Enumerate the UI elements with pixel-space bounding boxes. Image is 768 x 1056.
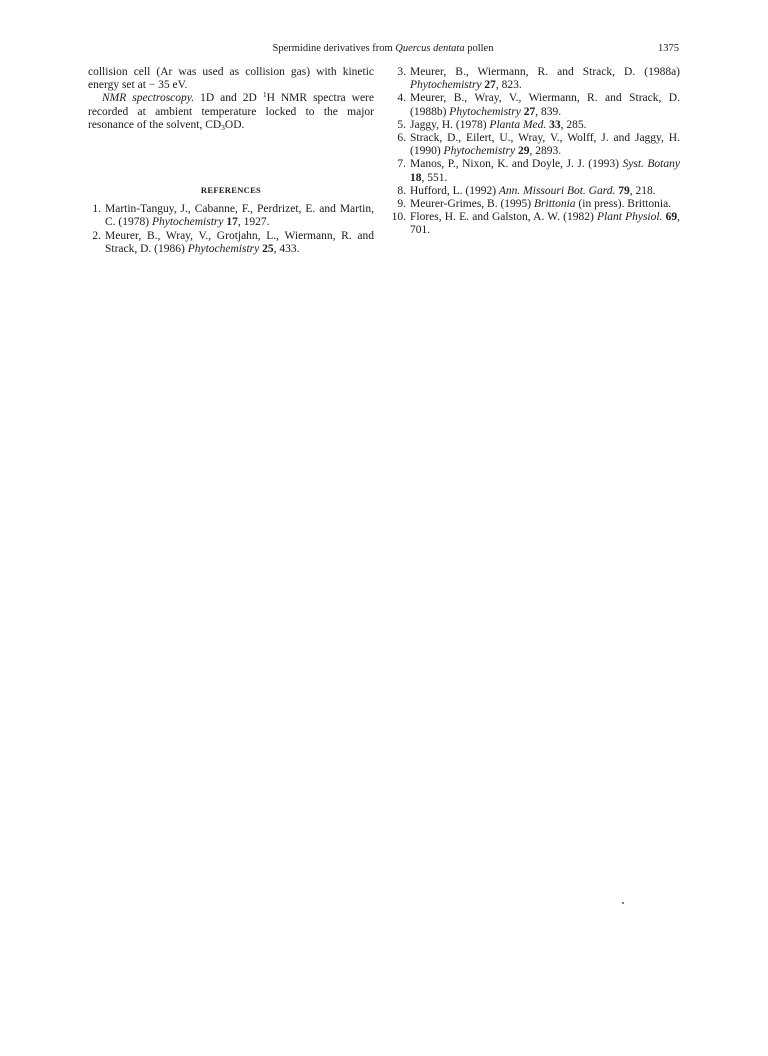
reference-pages: , 701. [410,211,680,237]
reference-journal: Phytochemistry [187,242,260,255]
reference-volume: 17 [226,216,238,229]
reference-volume: 29 [517,145,530,158]
reference-text: Meurer-Grimes, B. (1995) [410,198,535,211]
reference-volume: 27 [484,79,496,92]
reference-text: Flores, H. E. and Galston, A. W. (1982) [410,211,597,224]
reference-pages: (in press). Brittonia. [575,198,672,211]
reference-text: Strack, D., Eilert, U., Wray, V., Wolff, J. and Jaggy, H. (1990) [410,132,680,158]
reference-journal: Phytochemistry [151,216,224,229]
reference-item [393,92,680,118]
reference-number: 1. [92,203,101,216]
reference-journal: Brittonia [534,198,576,211]
reference-volume: 79 [618,184,630,197]
reference-item [88,203,374,229]
left-column [88,66,374,256]
nmr-subscript: 3 [221,122,225,132]
nmr-text-a: 1D and 2D [194,92,263,105]
nmr-superscript: 1 [262,90,267,100]
reference-journal: Phytochemistry [410,79,482,92]
reference-journal: Phytochemistry [443,145,516,158]
reference-volume: 27 [523,105,536,118]
reference-journal: Syst. Botany [622,158,680,171]
reference-item [88,230,374,256]
nmr-text-c: OD. [224,118,245,131]
reference-journal: Phytochemistry [449,105,521,118]
reference-text: Meurer, B., Wiermann, R. and Strack, D. (1988a) [410,66,680,78]
reference-number: 10. [391,211,406,224]
page-number: 1375 [658,43,679,54]
reference-pages: , 551. [421,171,448,184]
references-heading: REFERENCES [200,185,262,196]
title-suffix: pollen [464,43,494,54]
running-header [87,43,679,57]
reference-text: Jaggy, H. (1978) [410,118,490,131]
title-prefix: Spermidine derivatives from [272,43,396,54]
reference-volume: 69 [665,211,678,224]
title-species: Quercus dentata [395,43,465,54]
reference-item [393,132,680,158]
reference-number: 8. [397,184,406,197]
collision-line-2: energy set at − 35 eV. [88,79,188,92]
reference-number: 5. [397,118,406,131]
reference-pages: , 839. [535,105,562,118]
reference-pages: , 433. [273,242,300,255]
reference-pages: , 285. [560,118,587,131]
reference-item [393,185,680,198]
nmr-label: NMR spectroscopy. [102,92,195,105]
running-title [87,43,679,54]
reference-journal: Ann. Missouri Bot. Gard. [498,184,616,197]
collision-line-1: collision cell (Ar was used as collision gas) with kinetic [88,66,374,78]
reference-item [393,66,680,92]
reference-item [393,158,680,184]
reference-pages: , 1927. [237,216,270,229]
reference-text: Manos, P., Nixon, K. and Doyle, J. J. (1993) [410,158,623,171]
reference-volume: 25 [262,242,274,255]
reference-journal: Planta Med. [489,118,547,131]
reference-text: Meurer, B., Wray, V., Grotjahn, L., Wiermann, R. and Strack, D. (1986) [105,229,374,255]
reference-item [393,211,680,237]
reference-volume: 33 [549,118,561,131]
reference-pages: , 218. [629,184,656,197]
reference-text: Hufford, L. (1992) [410,184,499,197]
reference-number: 7. [397,158,406,171]
collision-paragraph [88,66,374,92]
reference-pages: , 2893. [529,145,562,158]
right-column [393,66,680,238]
reference-number: 4. [397,92,406,105]
reference-number: 9. [397,198,406,211]
reference-journal: Plant Physiol. [596,211,663,224]
reference-text: Martin-Tanguy, J., Cabanne, F., Perdrizet, E. and Martin, C. (1978) [105,203,374,229]
reference-pages: , 823. [495,79,522,92]
reference-number: 6. [397,132,406,145]
reference-item [393,198,680,211]
nmr-paragraph [88,92,374,132]
reference-item [393,119,680,132]
reference-text: Meurer, B., Wray, V., Wiermann, R. and Strack, D. (1988b) [410,92,680,118]
reference-volume: 18 [410,171,422,184]
reference-number: 2. [92,229,101,242]
nmr-text-b: H NMR spectra were recorded at ambient temperature locked to the major resonance of the solvent, CD [88,92,374,131]
scan-speck [622,902,624,904]
reference-number: 3. [397,66,406,78]
